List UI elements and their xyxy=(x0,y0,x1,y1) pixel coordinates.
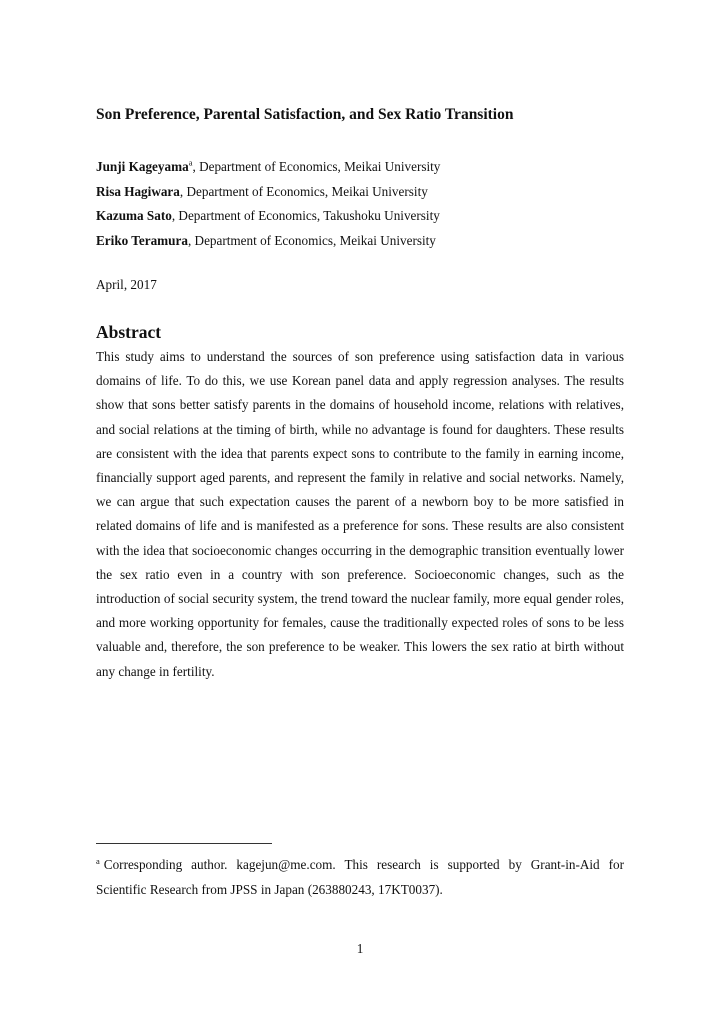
footnote xyxy=(96,852,624,902)
author-line xyxy=(96,229,440,254)
author-line xyxy=(96,155,440,180)
page-number: 1 xyxy=(356,941,364,956)
author-name: Risa Hagiwara xyxy=(96,183,180,199)
footnote-text: Corresponding author. kagejun@me.com. This research is supported by Grant-in-Aid for Scientific Research from JPSS in Japan (263880243, 17KT0037). xyxy=(96,857,624,897)
author-name: Junji Kageyama xyxy=(96,159,189,174)
author-affiliation: , Department of Economics, Meikai University xyxy=(179,183,428,199)
author-name: Eriko Teramura xyxy=(96,232,188,248)
author-affiliation: , Department of Economics, Meikai University xyxy=(187,232,436,248)
author-affiliation: , Department of Economics, Meikai University xyxy=(192,159,441,174)
author-line xyxy=(96,204,440,229)
footnote-divider xyxy=(96,843,272,844)
publication-date: April, 2017 xyxy=(96,277,157,292)
author-line xyxy=(96,180,440,205)
author-affiliation: , Department of Economics, Takushoku University xyxy=(171,208,440,223)
abstract-text: This study aims to understand the sources of son preference using satisfaction data in various domains of life. To do this, we use Korean panel data and apply regression analyses. The results show that sons better satisfy parents in the domains of household income, relations with relatives, and social relations at the timing of birth, while no advantage is found for daughters. These results are consistent with the idea that parents expect sons to contribute to the family in earning income, financially support aged parents, and represent the family in relative and social networks. Namely, we can argue that such expectation causes the parent of a newborn boy to be more satisfied in related domains of life and is manifested as a preference for sons. These results are also consistent with the idea that socioeconomic changes occurring in the demographic transition eventually lower the sex ratio even in a country with son preference. Socioeconomic changes, such as the introduction of social security system, the trend toward the nuclear family, more equal gender roles, and more working opportunity for females, cause the traditionally expected roles of sons to be less valuable and, therefore, the son preference to be weaker. This lowers the sex ratio at birth without any change in fertility. xyxy=(96,349,624,679)
author-list xyxy=(96,155,440,253)
paper-title: Son Preference, Parental Satisfaction, and Sex Ratio Transition xyxy=(96,106,514,123)
abstract-heading: Abstract xyxy=(96,322,162,342)
author-name: Kazuma Sato xyxy=(96,208,172,223)
author-footnote-marker: a xyxy=(188,157,193,168)
footnote-marker: a xyxy=(96,855,100,866)
